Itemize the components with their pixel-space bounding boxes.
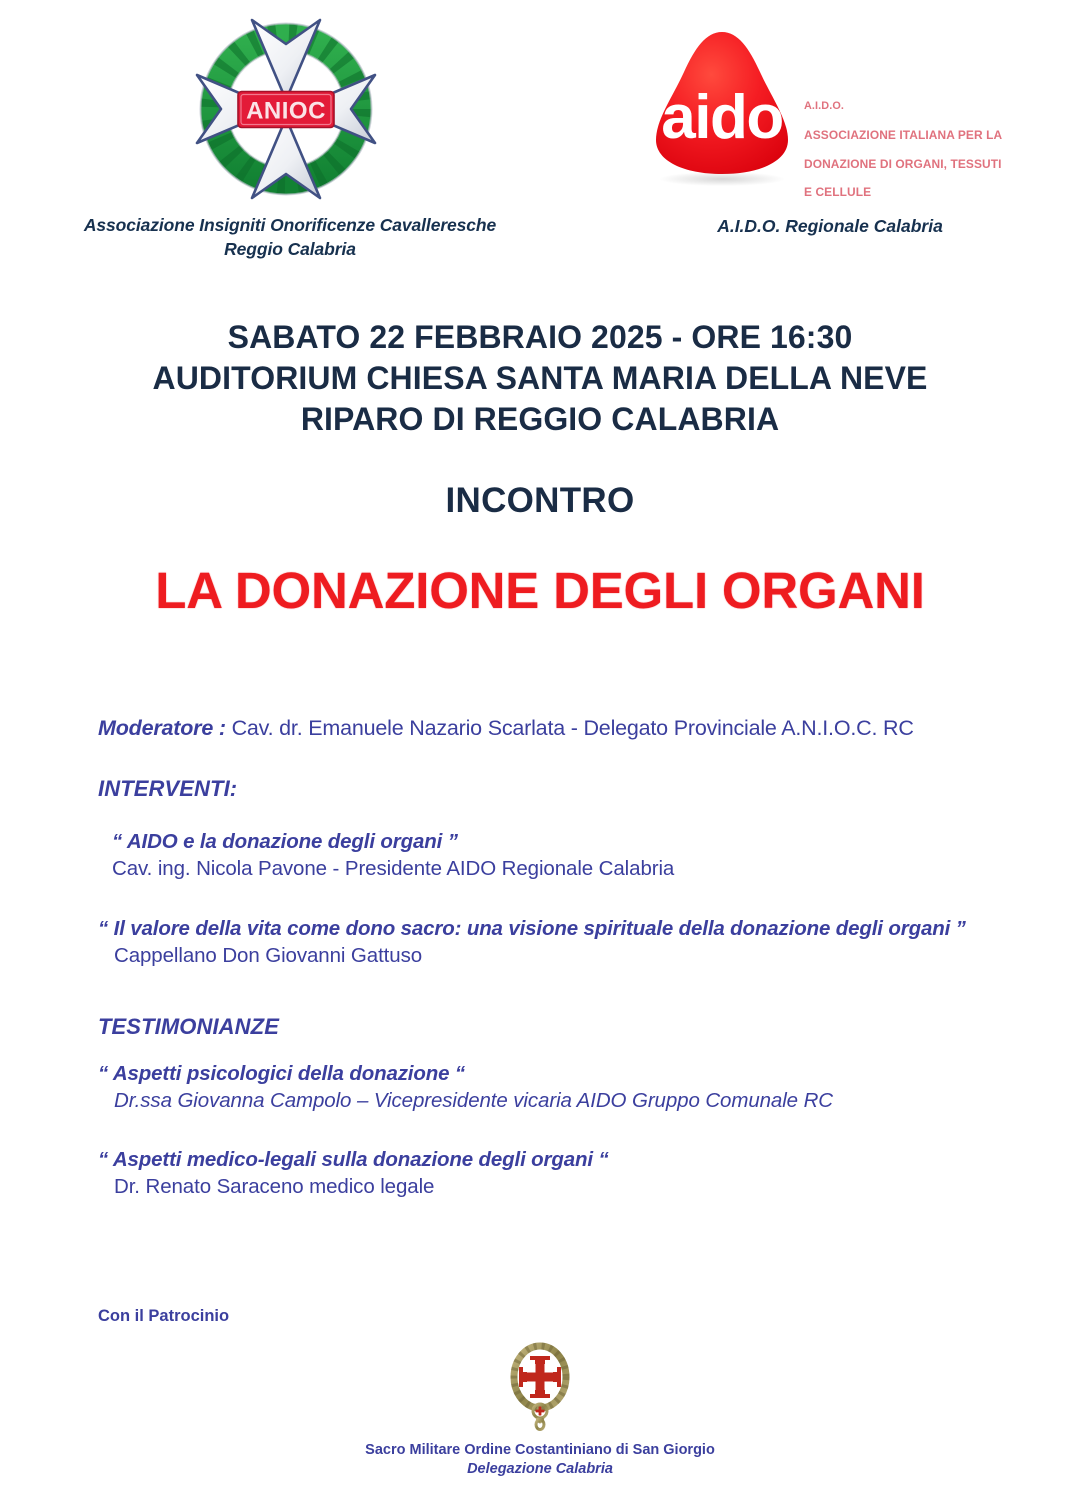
interventi-heading: INTERVENTI:: [98, 776, 238, 802]
talk-speaker: Cappellano Don Giovanni Gattuso: [114, 944, 423, 968]
event-location-line: RIPARO DI REGGIO CALABRIA: [300, 400, 780, 437]
anioc-block: [0, 14, 580, 261]
talk-item: [98, 830, 1060, 881]
anioc-emblem: [186, 14, 386, 204]
aido-logo-row: [652, 14, 1008, 200]
constantinian-order-emblem: [503, 1342, 577, 1434]
program-section: [0, 716, 1080, 1199]
talk-title: “ Aspetti medico-legali sulla donazione degli organi “: [98, 1148, 609, 1172]
patronage-block: [0, 1342, 1080, 1479]
aido-wordmark: aido: [661, 83, 783, 152]
talk-speaker: Dr.ssa Giovanna Campolo – Vicepresidente vicaria AIDO Gruppo Comunale RC: [114, 1089, 833, 1113]
moderator-name: Cav. dr. Emanuele Nazario Scarlata - Delegato Provinciale A.N.I.O.C. RC: [231, 716, 914, 741]
event-date-line: SABATO 22 FEBBRAIO 2025 - ORE 16:30: [227, 319, 853, 356]
anioc-caption-line2: Reggio Calabria: [224, 238, 356, 259]
aido-logo-sidetext: [804, 86, 1002, 200]
header: [0, 0, 1080, 261]
aido-logo-shadow: [660, 172, 784, 186]
anioc-badge-text: ANIOC: [246, 97, 326, 125]
event-title-block: [0, 317, 1080, 620]
talk-speaker: Dr. Renato Saraceno medico legale: [114, 1175, 435, 1199]
aido-sidetext-line3: DONAZIONE DI ORGANI, TESSUTI: [803, 156, 1002, 171]
moderator-line: [98, 716, 1060, 741]
moderator-label: Moderatore :: [98, 716, 226, 741]
patronage-label: Con il Patrocinio: [98, 1307, 230, 1326]
talk-title: “ Il valore della vita come dono sacro: una visione spirituale della donazione degli organi ”: [98, 917, 966, 941]
event-venue-line: AUDITORIUM CHIESA SANTA MARIA DELLA NEVE: [152, 359, 928, 396]
talk-title: “ AIDO e la donazione degli organi ”: [112, 830, 458, 854]
aido-sidetext-line4: E CELLULE: [803, 185, 871, 200]
testimonianze-heading: TESTIMONIANZE: [98, 1014, 279, 1040]
event-kind: INCONTRO: [445, 481, 635, 521]
aido-sidetext-line2: ASSOCIAZIONE ITALIANA PER LA: [803, 127, 1003, 142]
talk-title: “ Aspetti psicologici della donazione “: [98, 1062, 465, 1086]
talk-item: [98, 917, 1060, 968]
patronage-caption-line2: Delegazione Calabria: [467, 1460, 613, 1477]
talk-speaker: Cav. ing. Nicola Pavone - Presidente AIDO Regionale Calabria: [112, 857, 675, 881]
anioc-caption-line1: Associazione Insigniti Onorificenze Cavalleresche: [83, 215, 497, 235]
patronage-caption: [365, 1441, 715, 1479]
aido-logo: [652, 28, 792, 178]
talk-item: [98, 1062, 1060, 1113]
anioc-logo-row: [194, 14, 386, 204]
page-title: LA DONAZIONE DEGLI ORGANI: [155, 562, 925, 620]
aido-block: [580, 14, 1080, 261]
anioc-caption: [84, 214, 496, 261]
aido-sidetext-line1: A.I.D.O.: [803, 100, 844, 113]
talk-item: [98, 1148, 1060, 1199]
patronage-caption-line1: Sacro Militare Ordine Costantiniano di San Giorgio: [365, 1442, 715, 1459]
aido-caption: A.I.D.O. Regionale Calabria: [717, 215, 943, 236]
